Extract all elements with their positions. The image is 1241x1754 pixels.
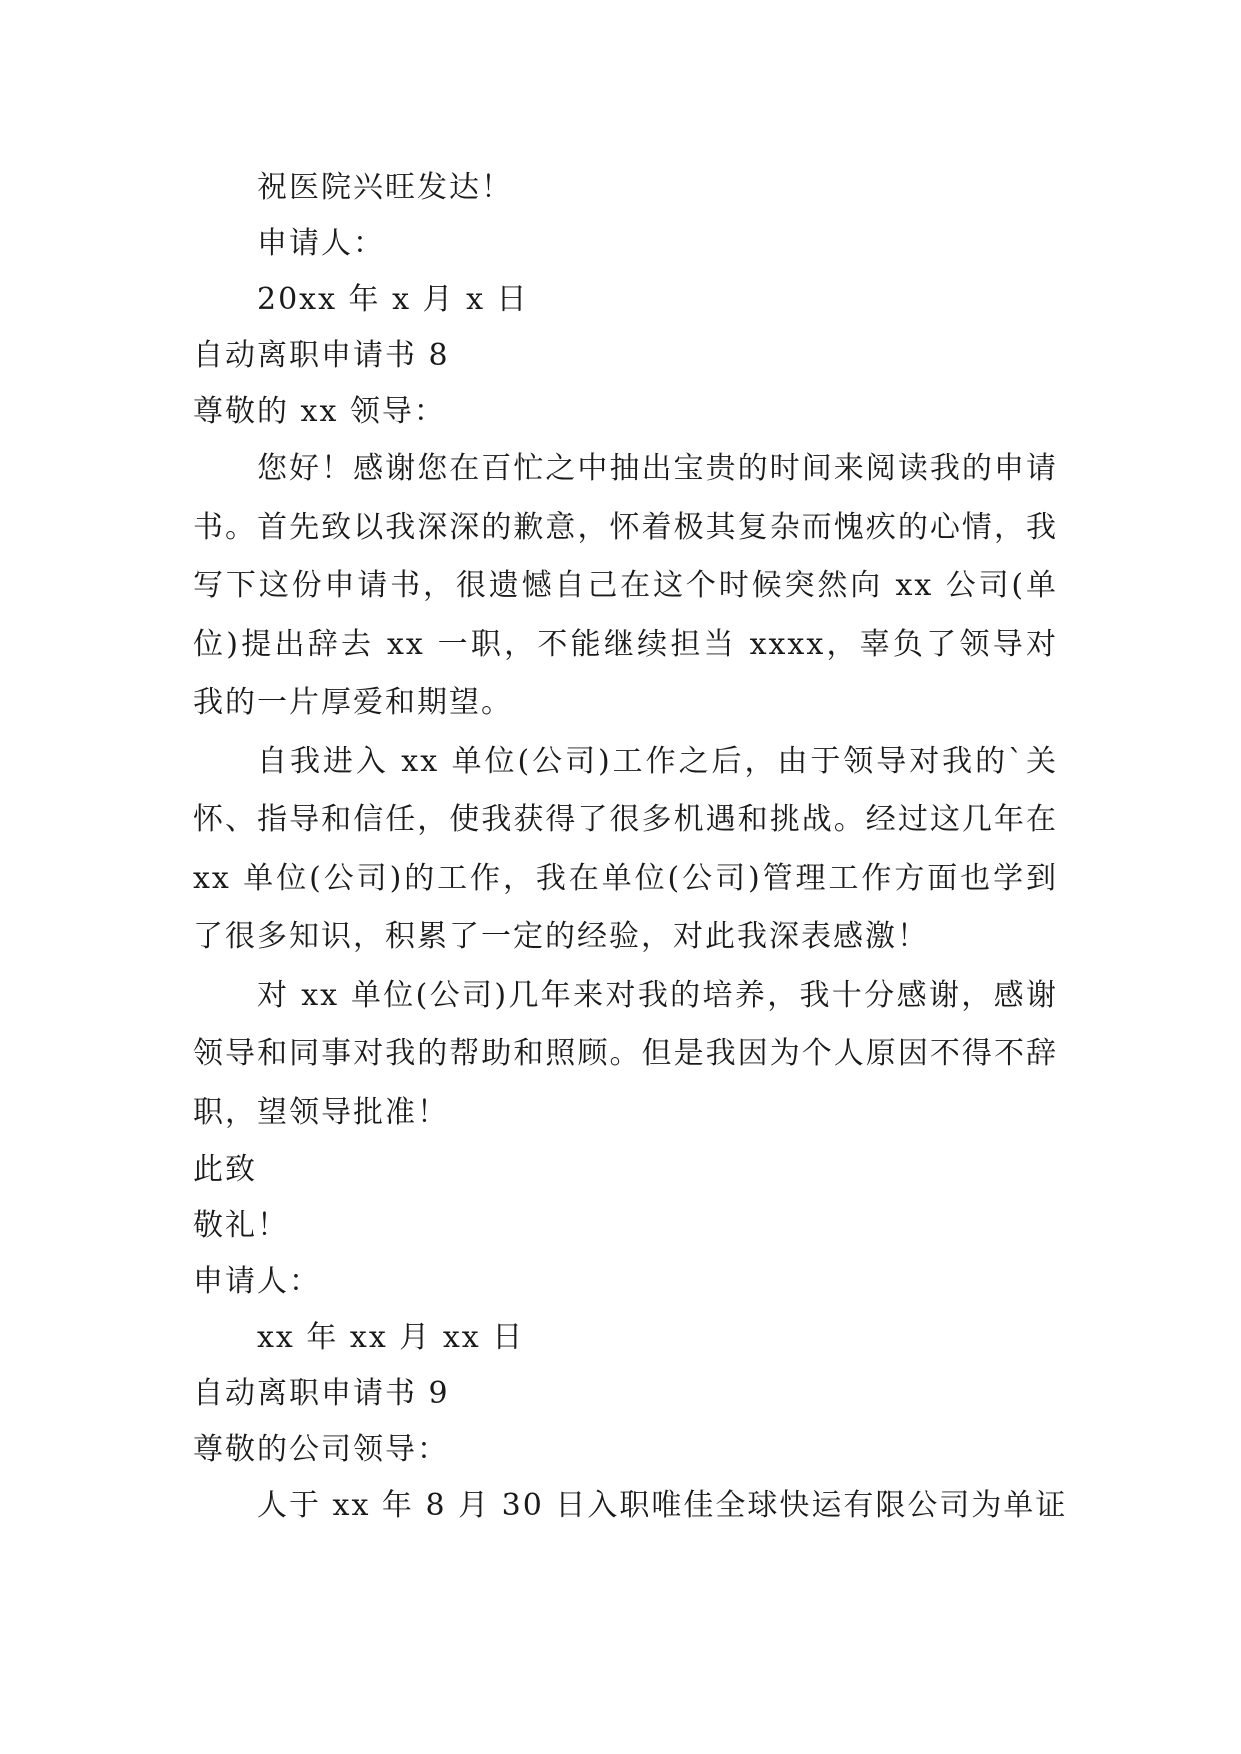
closing-wish: 祝医院兴旺发达！ <box>257 170 513 205</box>
section-title-8: 自动离职申请书 8 <box>193 338 450 373</box>
closing-line-2: 敬礼！ <box>193 1208 289 1243</box>
body-paragraph-start-9: 人于 xx 年 8 月 30 日入职唯佳全球快运有限公司为单证 <box>257 1488 1068 1523</box>
section-title-9: 自动离职申请书 9 <box>193 1376 450 1411</box>
salutation-9: 尊敬的公司领导： <box>193 1432 449 1467</box>
salutation-8: 尊敬的 xx 领导： <box>193 394 446 429</box>
document-body <box>193 160 1068 1534</box>
body-paragraph-2: 自我进入 xx 单位(公司)工作之后，由于领导对我的`关怀、指导和信任，使我获得了很多机遇和挑战。经过这几年在 xx 单位(公司)的工作，我在单位(公司)管理工作方面也学到了很多知识，积累了一定的经验，对此我深表感激！ <box>193 743 1058 954</box>
applicant-label: 申请人： <box>257 226 385 261</box>
body-paragraph-1: 您好！感谢您在百忙之中抽出宝贵的时间来阅读我的申请书。首先致以我深深的歉意，怀着极其复杂而愧疚的心情，我写下这份申请书，很遗憾自己在这个时候突然向 xx 公司(单位)提出辞去 xx 一职，不能继续担当 xxxx，辜负了领导对我的一片厚爱和期望。 <box>193 451 1058 720</box>
applicant-label-8: 申请人： <box>193 1264 321 1299</box>
closing-line-1: 此致 <box>193 1152 257 1187</box>
body-paragraph-3: 对 xx 单位(公司)几年来对我的培养，我十分感谢，感谢领导和同事对我的帮助和照顾。但是我因为个人原因不得不辞职，望领导批准！ <box>193 977 1058 1130</box>
application-date: 20xx 年 x 月 x 日 <box>257 282 529 317</box>
application-date-8: xx 年 xx 月 xx 日 <box>257 1320 525 1355</box>
